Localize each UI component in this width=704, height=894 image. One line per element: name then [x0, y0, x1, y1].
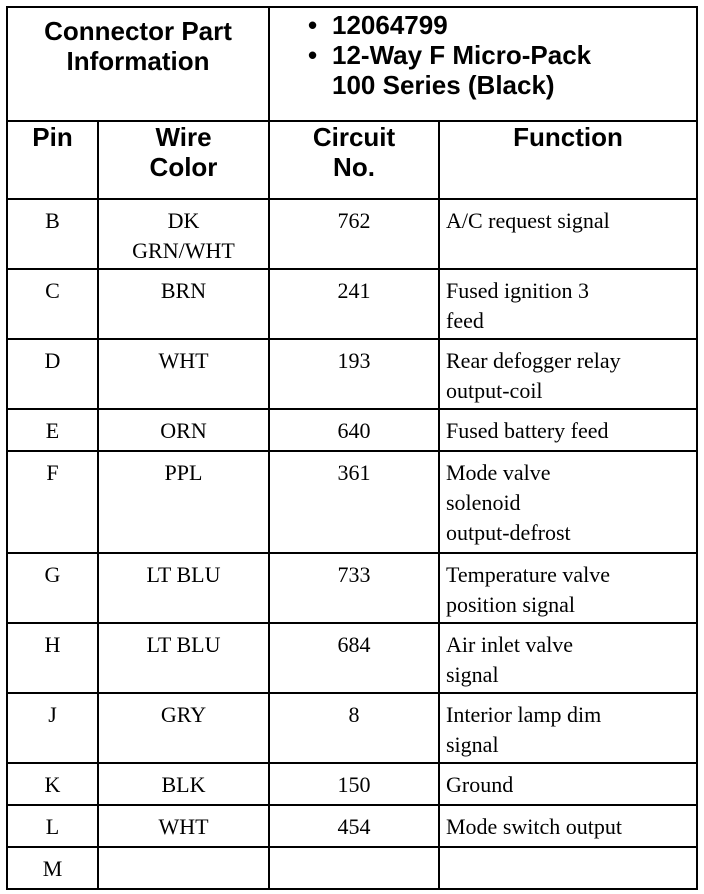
wire-color-cell: [98, 693, 269, 763]
connector-part-info: [269, 7, 697, 121]
function-line: solenoid: [446, 490, 521, 515]
connector-table-sheet: [6, 6, 696, 890]
function-line: Air inlet valve: [446, 632, 574, 657]
bullet-icon: •: [308, 40, 318, 70]
connector-info-line: [308, 40, 696, 70]
function-cell: [439, 553, 697, 623]
column-header-row: [7, 121, 697, 199]
pin-cell: K: [7, 763, 98, 805]
circuit-number-cell: 454: [269, 805, 439, 847]
header-circuit-line1: Circuit: [312, 122, 396, 152]
function-cell: [439, 269, 697, 339]
connector-part-title: [7, 7, 269, 121]
wire-color-line: LT BLU: [146, 562, 221, 587]
function-line: A/C request signal: [446, 208, 610, 233]
wire-color-cell: [98, 451, 269, 553]
function-line: Fused ignition 3: [446, 278, 590, 303]
function-line: feed: [446, 308, 484, 333]
connector-title-line2: Information: [66, 46, 210, 76]
table-row: [7, 805, 697, 847]
function-line: Rear defogger relay: [446, 348, 621, 373]
circuit-number-cell: 361: [269, 451, 439, 553]
function-cell: [439, 805, 697, 847]
connector-series: 100 Series (Black): [332, 70, 555, 100]
wire-color-line: ORN: [160, 418, 207, 443]
header-wire-line2: Color: [149, 152, 218, 182]
connector-title-line1: Connector Part: [44, 16, 232, 46]
header-function-label: Function: [513, 122, 623, 152]
circuit-number-cell: 193: [269, 339, 439, 409]
wire-color-line: PPL: [164, 460, 203, 485]
wire-color-cell: [98, 623, 269, 693]
pin-rows: [7, 199, 697, 889]
table-row: [7, 623, 697, 693]
circuit-number-cell: [269, 847, 439, 889]
header-circuit-no: [269, 121, 439, 199]
part-number: 12064799: [332, 10, 448, 40]
wire-color-line: DK: [167, 208, 200, 233]
header-circuit-line2: No.: [333, 152, 375, 182]
table-row: [7, 693, 697, 763]
wire-color-cell: [98, 805, 269, 847]
bullet-spacer: [308, 70, 332, 100]
wire-color-cell: [98, 269, 269, 339]
table-row: [7, 339, 697, 409]
pin-cell: H: [7, 623, 98, 693]
header-pin-label: Pin: [32, 122, 73, 152]
wire-color-cell: [98, 339, 269, 409]
wire-color-line: GRY: [160, 702, 207, 727]
table-row: [7, 763, 697, 805]
wire-color-line: WHT: [158, 348, 209, 373]
function-line: Temperature valve: [446, 562, 610, 587]
function-line: signal: [446, 662, 499, 687]
wire-color-cell: [98, 409, 269, 451]
circuit-number-cell: 150: [269, 763, 439, 805]
connector-info-row: [7, 7, 697, 121]
header-wire-line1: Wire: [155, 122, 212, 152]
circuit-number-cell: 8: [269, 693, 439, 763]
circuit-number-cell: 684: [269, 623, 439, 693]
pin-cell: C: [7, 269, 98, 339]
wire-color-line: WHT: [158, 814, 209, 839]
wire-color-line: LT BLU: [146, 632, 221, 657]
pin-cell: L: [7, 805, 98, 847]
circuit-number-cell: 762: [269, 199, 439, 269]
header-wire-color: [98, 121, 269, 199]
wire-color-line: BLK: [161, 772, 206, 797]
function-line: position signal: [446, 592, 575, 617]
wire-color-cell: [98, 199, 269, 269]
pin-cell: G: [7, 553, 98, 623]
connector-type: 12-Way F Micro-Pack: [332, 40, 592, 70]
table-row: [7, 847, 697, 889]
function-line: Mode valve: [446, 460, 551, 485]
function-line: output-coil: [446, 378, 543, 403]
table-row: [7, 553, 697, 623]
connector-info-line: [308, 10, 696, 40]
circuit-number-cell: 241: [269, 269, 439, 339]
header-pin: [7, 121, 98, 199]
pin-cell: E: [7, 409, 98, 451]
pin-cell: M: [7, 847, 98, 889]
wire-color-line: GRN/WHT: [132, 238, 235, 263]
function-cell: [439, 693, 697, 763]
function-line: Ground: [446, 772, 514, 797]
function-cell: [439, 451, 697, 553]
wire-color-line: BRN: [160, 278, 207, 303]
function-cell: [439, 847, 697, 889]
function-cell: [439, 199, 697, 269]
function-line: Mode switch output: [446, 814, 622, 839]
function-cell: [439, 623, 697, 693]
table-row: [7, 269, 697, 339]
wire-color-cell: [98, 553, 269, 623]
pin-cell: J: [7, 693, 98, 763]
connector-table: [6, 6, 698, 890]
connector-info-line: [308, 70, 696, 100]
table-row: [7, 451, 697, 553]
function-line: output-defrost: [446, 520, 571, 545]
table-row: [7, 409, 697, 451]
header-function: [439, 121, 697, 199]
wire-color-cell: [98, 763, 269, 805]
bullet-icon: •: [308, 10, 318, 40]
table-row: [7, 199, 697, 269]
function-line: Fused battery feed: [446, 418, 609, 443]
circuit-number-cell: 640: [269, 409, 439, 451]
wire-color-cell: [98, 847, 269, 889]
function-cell: [439, 763, 697, 805]
function-cell: [439, 409, 697, 451]
function-cell: [439, 339, 697, 409]
function-line: Interior lamp dim: [446, 702, 602, 727]
pin-cell: F: [7, 451, 98, 553]
function-line: signal: [446, 732, 499, 757]
circuit-number-cell: 733: [269, 553, 439, 623]
pin-cell: D: [7, 339, 98, 409]
pin-cell: B: [7, 199, 98, 269]
